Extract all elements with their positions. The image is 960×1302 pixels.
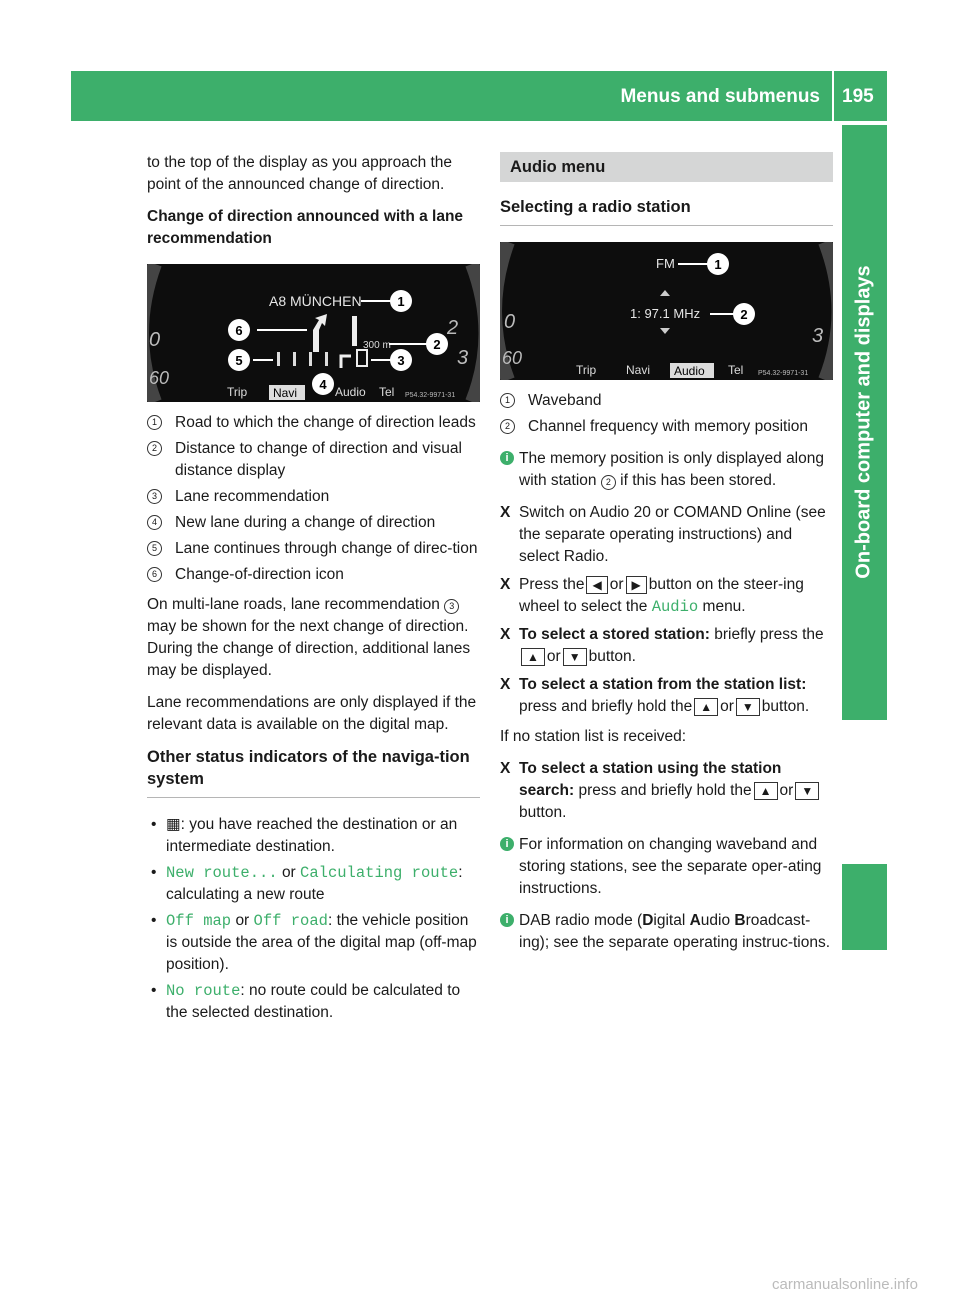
callout-number: 1 bbox=[147, 415, 162, 430]
header-divider bbox=[832, 71, 834, 121]
list-item: X Press the ◀ or ▶ button on the steer-ing wheel to select the Audio menu. bbox=[500, 576, 804, 616]
list-item bbox=[147, 486, 480, 508]
up-key-icon: ▲ bbox=[754, 782, 778, 800]
tab-trip: Trip bbox=[227, 385, 248, 399]
list-item: X To select a stored station: briefly press the▲ or ▼ button. bbox=[500, 626, 824, 665]
list-item: X Switch on Audio 20 or COMAND Online (see the separate operating instructions) and select Radio. bbox=[500, 504, 826, 565]
down-key-icon: ▼ bbox=[795, 782, 819, 800]
figure-code: P54.32-9971-31 bbox=[758, 370, 809, 377]
svg-text:3: 3 bbox=[812, 325, 824, 347]
off-road-message: Off road bbox=[253, 912, 328, 930]
dab-info-note: i DAB radio mode (Digital Audio Broadcast-ing); see the separate operating instruc-tions. bbox=[500, 910, 833, 954]
no-route-message: No route bbox=[166, 982, 241, 1000]
svg-text:3: 3 bbox=[397, 353, 405, 368]
step-marker-icon: X bbox=[500, 676, 511, 693]
up-key-icon: ▲ bbox=[521, 648, 545, 666]
status-heading: Other status indicators of the naviga-tion system bbox=[147, 746, 480, 798]
svg-text:60: 60 bbox=[149, 368, 170, 388]
no-station-list-text: If no station list is received: bbox=[500, 728, 687, 745]
down-key-icon: ▼ bbox=[736, 698, 760, 716]
svg-text:1: 1 bbox=[397, 294, 405, 309]
lane-legend-list bbox=[147, 412, 480, 586]
legend-text: Distance to change of direction and visual distance display bbox=[175, 440, 462, 479]
list-item bbox=[147, 412, 480, 434]
audio-menu-section-bar: Audio menu bbox=[500, 152, 833, 182]
road-name: A8 MÜNCHEN bbox=[269, 293, 362, 309]
callout-number: 2 bbox=[147, 441, 162, 456]
svg-text:60: 60 bbox=[502, 348, 523, 368]
step-marker-icon: X bbox=[500, 626, 511, 643]
lane-availability-paragraph: Lane recommendations are only displayed if the relevant data is available on the digital map. bbox=[147, 694, 477, 733]
new-route-message: New route... bbox=[166, 864, 278, 882]
svg-text:2: 2 bbox=[433, 337, 441, 352]
up-key-icon: ▲ bbox=[694, 698, 718, 716]
legend-text: Road to which the change of direction leads bbox=[175, 414, 476, 431]
frequency-label: 1: 97.1 MHz bbox=[630, 306, 701, 321]
status-list bbox=[147, 814, 480, 1024]
callout-number: 1 bbox=[500, 393, 515, 408]
navi-display-graphic bbox=[147, 264, 480, 402]
audio-display-graphic bbox=[500, 242, 833, 380]
legend-text: Channel frequency with memory position bbox=[528, 418, 808, 435]
distance-label: 300 m bbox=[363, 340, 391, 351]
svg-text:2: 2 bbox=[447, 317, 459, 339]
svg-text:4: 4 bbox=[319, 377, 327, 392]
calculating-route-message: Calculating route bbox=[300, 864, 459, 882]
svg-text:6: 6 bbox=[235, 323, 243, 338]
callout-number: 2 bbox=[601, 475, 616, 490]
tab-navi: Navi bbox=[626, 363, 651, 377]
callout-number: 6 bbox=[147, 567, 162, 582]
callout-number: 5 bbox=[147, 541, 162, 556]
list-item: X To select a station using the station search: press and briefly hold the ▲ or ▼button. bbox=[500, 758, 833, 824]
audio-display-figure bbox=[500, 242, 833, 380]
tab-tel: Tel bbox=[728, 363, 744, 377]
tab-audio: Audio bbox=[674, 364, 705, 378]
step-marker-icon: X bbox=[500, 760, 511, 777]
footer-watermark: carmanualsonline.info bbox=[772, 1276, 918, 1293]
waveband-label: FM bbox=[656, 256, 675, 271]
lane-paragraph: On multi-lane roads, lane recommendation 3 may be shown for the next change of direction. During the change of direction, additional lanes may be displayed. bbox=[147, 596, 471, 679]
step-marker-icon: X bbox=[500, 576, 511, 593]
left-column bbox=[147, 152, 480, 1028]
waveband-info-note: i For information on changing waveband and storing stations, see the separate oper-ating instructions. bbox=[500, 834, 833, 900]
list-item: • No route: no route could be calculated to the selected destination. bbox=[147, 980, 480, 1024]
side-marker bbox=[842, 864, 887, 950]
legend-text: Change-of-direction icon bbox=[175, 566, 344, 583]
navi-display-figure bbox=[147, 264, 480, 402]
tab-trip: Trip bbox=[576, 363, 597, 377]
side-tab-label: On-board computer and displays bbox=[852, 265, 875, 579]
figure-code: P54.32-9971-31 bbox=[405, 392, 456, 399]
left-arrow-key-icon: ◀ bbox=[586, 576, 607, 594]
svg-text:2: 2 bbox=[740, 307, 748, 322]
list-item: • Off map or Off road: the vehicle position is outside the area of the digital map (off-map position). bbox=[147, 910, 480, 976]
off-map-message: Off map bbox=[166, 912, 232, 930]
info-icon: i bbox=[500, 913, 514, 927]
list-item bbox=[500, 416, 833, 438]
right-column bbox=[500, 152, 833, 964]
list-item: • New route... or Calculating route: calculating a new route bbox=[147, 862, 480, 906]
list-item: X To select a station from the station list: press and briefly hold the ▲ or ▼ button. bbox=[500, 676, 810, 715]
tab-tel: Tel bbox=[379, 385, 395, 399]
callout-number: 3 bbox=[444, 599, 459, 614]
page-number: 195 bbox=[842, 86, 874, 107]
svg-text:5: 5 bbox=[235, 353, 243, 368]
legend-text: New lane during a change of direction bbox=[175, 514, 436, 531]
svg-text:0: 0 bbox=[504, 311, 516, 333]
audio-menu-name: Audio bbox=[651, 598, 699, 616]
svg-text:3: 3 bbox=[457, 347, 469, 369]
radio-station-heading: Selecting a radio station bbox=[500, 196, 833, 226]
legend-text: Waveband bbox=[528, 392, 602, 409]
legend-text: Lane continues through change of direc-tion bbox=[175, 540, 478, 557]
list-item bbox=[147, 564, 480, 586]
list-item bbox=[500, 390, 833, 412]
step-marker-icon: X bbox=[500, 504, 511, 521]
destination-flag-icon: ▦ bbox=[166, 816, 181, 833]
list-item bbox=[147, 538, 480, 560]
down-key-icon: ▼ bbox=[563, 648, 587, 666]
list-item bbox=[147, 512, 480, 534]
right-arrow-key-icon: ▶ bbox=[626, 576, 647, 594]
info-icon: i bbox=[500, 451, 514, 465]
intro-text: to the top of the display as you approach the point of the announced change of direction. bbox=[147, 154, 453, 193]
legend-text: Lane recommendation bbox=[175, 488, 330, 505]
tab-audio: Audio bbox=[335, 385, 366, 399]
svg-text:0: 0 bbox=[149, 329, 161, 351]
tab-navi: Navi bbox=[273, 386, 298, 400]
svg-text:1: 1 bbox=[714, 257, 722, 272]
callout-number: 3 bbox=[147, 489, 162, 504]
list-item bbox=[147, 438, 480, 482]
info-icon: i bbox=[500, 837, 514, 851]
audio-legend-list bbox=[500, 390, 833, 438]
station-search-steps bbox=[500, 758, 833, 824]
audio-steps-list bbox=[500, 502, 833, 718]
memory-info-note: i The memory position is only displayed along with station 2 if this has been stored. bbox=[500, 448, 833, 492]
page-title: Menus and submenus bbox=[620, 86, 820, 107]
callout-number: 4 bbox=[147, 515, 162, 530]
list-item: • ▦: you have reached the destination or an intermediate destination. bbox=[147, 814, 480, 858]
callout-number: 2 bbox=[500, 419, 515, 434]
lane-heading: Change of direction announced with a lane recommendation bbox=[147, 208, 464, 247]
